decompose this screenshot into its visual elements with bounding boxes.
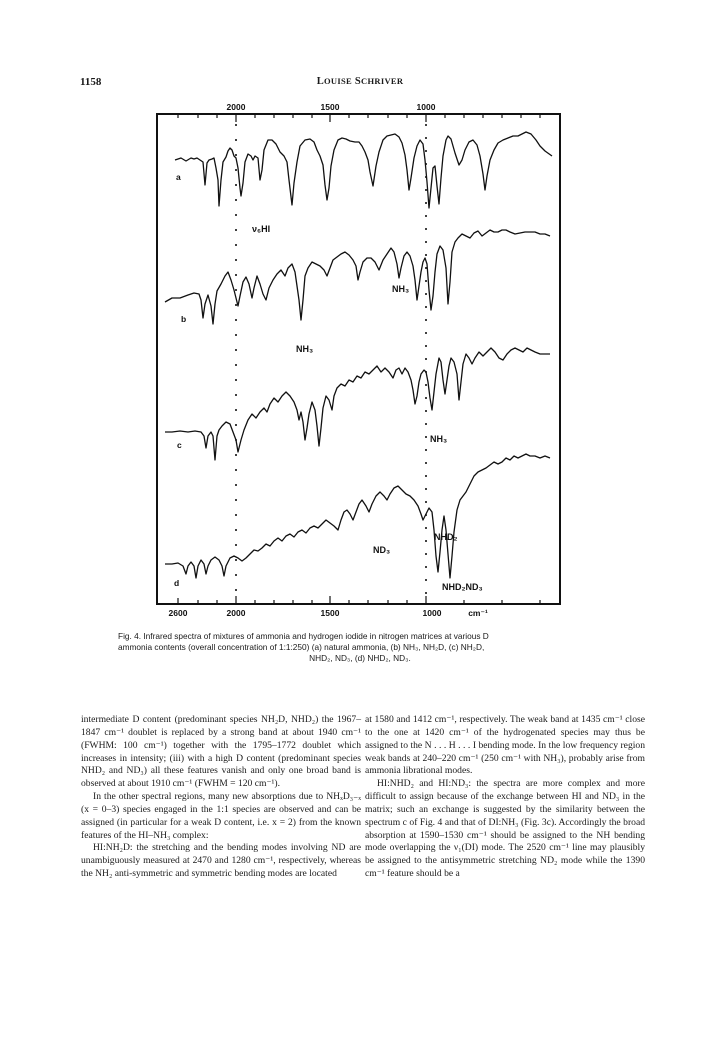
top-tick-2000: 2000: [226, 102, 246, 112]
left-paragraph-1: intermediate D content (predominant species NH₂D, NHD₂) the 1967–1847 cm⁻¹ doublet is replaced by a strong band at about 1940 cm⁻¹ (FWHM: 100 cm⁻¹) together with the 1795–1772 doublet which increases in intensity; (iii) with a high D content (predominant species NHD₂ and ND₃) all these features vanish and only one broad band is observed at about 1910 cm⁻¹ (FWHM = 120 cm⁻¹).: [81, 714, 361, 790]
caption-line-3: NHD₂, ND₃, (d) NHD₂, ND₃.: [309, 653, 411, 663]
left-paragraph-3: HI:NH₂D: the stretching and the bending modes involving ND are unambiguously measured at 2470 and 1280 cm⁻¹, respectively, whereas the NH₂ anti-symmetric and symmetric bending modes are located: [81, 842, 361, 880]
right-paragraph-2: HI:NHD₂ and HI:ND₃: the spectra are more complex and more difficult to assign because of the exchange between HI and ND₃ in the matrix; such an exchange is suggested by the similarity between the spectrum c of Fig. 4 and that of DI:NH₃ (Fig. 3c). Accordingly the broad absorption at 1590–1530 cm⁻¹ should be assigned to the NH bending mode overlapping the ν₁(DI) mode. The 2520 cm⁻¹ line may plausibly be assigned to the antisymmetric stretching ND₂ mode while the 1390 cm⁻¹ feature should be a: [365, 778, 645, 880]
panel-label-a: a: [176, 172, 181, 182]
annotation-nd3-d: ND₃: [373, 545, 391, 555]
annotation-nh3-b-upper: NH₃: [392, 284, 410, 294]
author-last-rest: CHRIVER: [361, 76, 404, 86]
top-tick-1500: 1500: [320, 102, 340, 112]
bottom-tick-2600: 2600: [168, 608, 188, 618]
bottom-tick-2000: 2000: [226, 608, 246, 618]
annotation-nh3-c: NH₃: [430, 434, 448, 444]
left-column: [81, 714, 361, 881]
annotation-nhd2-nd3-d: NHD₂ND₃: [442, 582, 483, 592]
spectrum-traces: [165, 132, 552, 578]
annotation-nh3-b-lower: NH₃: [296, 344, 314, 354]
author-last-initial: S: [354, 76, 362, 87]
spectrum-trace-b: [165, 230, 550, 324]
right-paragraph-1: at 1580 and 1412 cm⁻¹, respectively. The weak band at 1435 cm⁻¹ close to the one at 1420 cm⁻¹ of the hydrogenated species may thus be assigned to the N . . . H . . . I bending mode. In the low frequency region weak bands at 240–220 cm⁻¹ (250 cm⁻¹ with NH₃), probably arise from ammonia librational modes.: [365, 714, 645, 777]
figure-caption: [118, 631, 602, 664]
left-paragraph-2: In the other spectral regions, many new absorptions due to NHₓD₃₋ₓ (x = 0–3) species engaged in the 1:1 species are observed and can be assigned (in particular for a weak D content, i.e. x = 2) from the known features of the HI–NH₃ complex:: [81, 791, 361, 841]
caption-line-2: ammonia contents (overall concentration of 1:1:250) (a) natural ammonia, (b) NH₃, NH₂D, (c) NH₂D,: [118, 642, 485, 652]
panel-label-c: c: [177, 440, 182, 450]
spectrum-trace-a: [175, 132, 552, 208]
page-number: 1158: [80, 76, 102, 88]
author-first-rest: OUISE: [324, 76, 352, 86]
annotation-nu6-hi: ν₆HI: [252, 224, 271, 234]
top-tick-1000: 1000: [416, 102, 436, 112]
caption-line-1: Fig. 4. Infrared spectra of mixtures of ammonia and hydrogen iodide in nitrogen matrices at various D: [118, 631, 489, 641]
author-first-initial: L: [316, 76, 324, 87]
spectrum-trace-d: [165, 454, 550, 578]
panel-label-b: b: [181, 314, 187, 324]
bottom-tick-1000: 1000: [422, 608, 442, 618]
panel-label-d: d: [174, 578, 180, 588]
bottom-tick-1500: 1500: [320, 608, 340, 618]
bottom-unit-label: cm⁻¹: [468, 608, 488, 618]
right-column: [365, 714, 645, 881]
annotation-nhd2-d: NHD₂: [434, 532, 458, 542]
spectrum-trace-c: [165, 348, 550, 460]
